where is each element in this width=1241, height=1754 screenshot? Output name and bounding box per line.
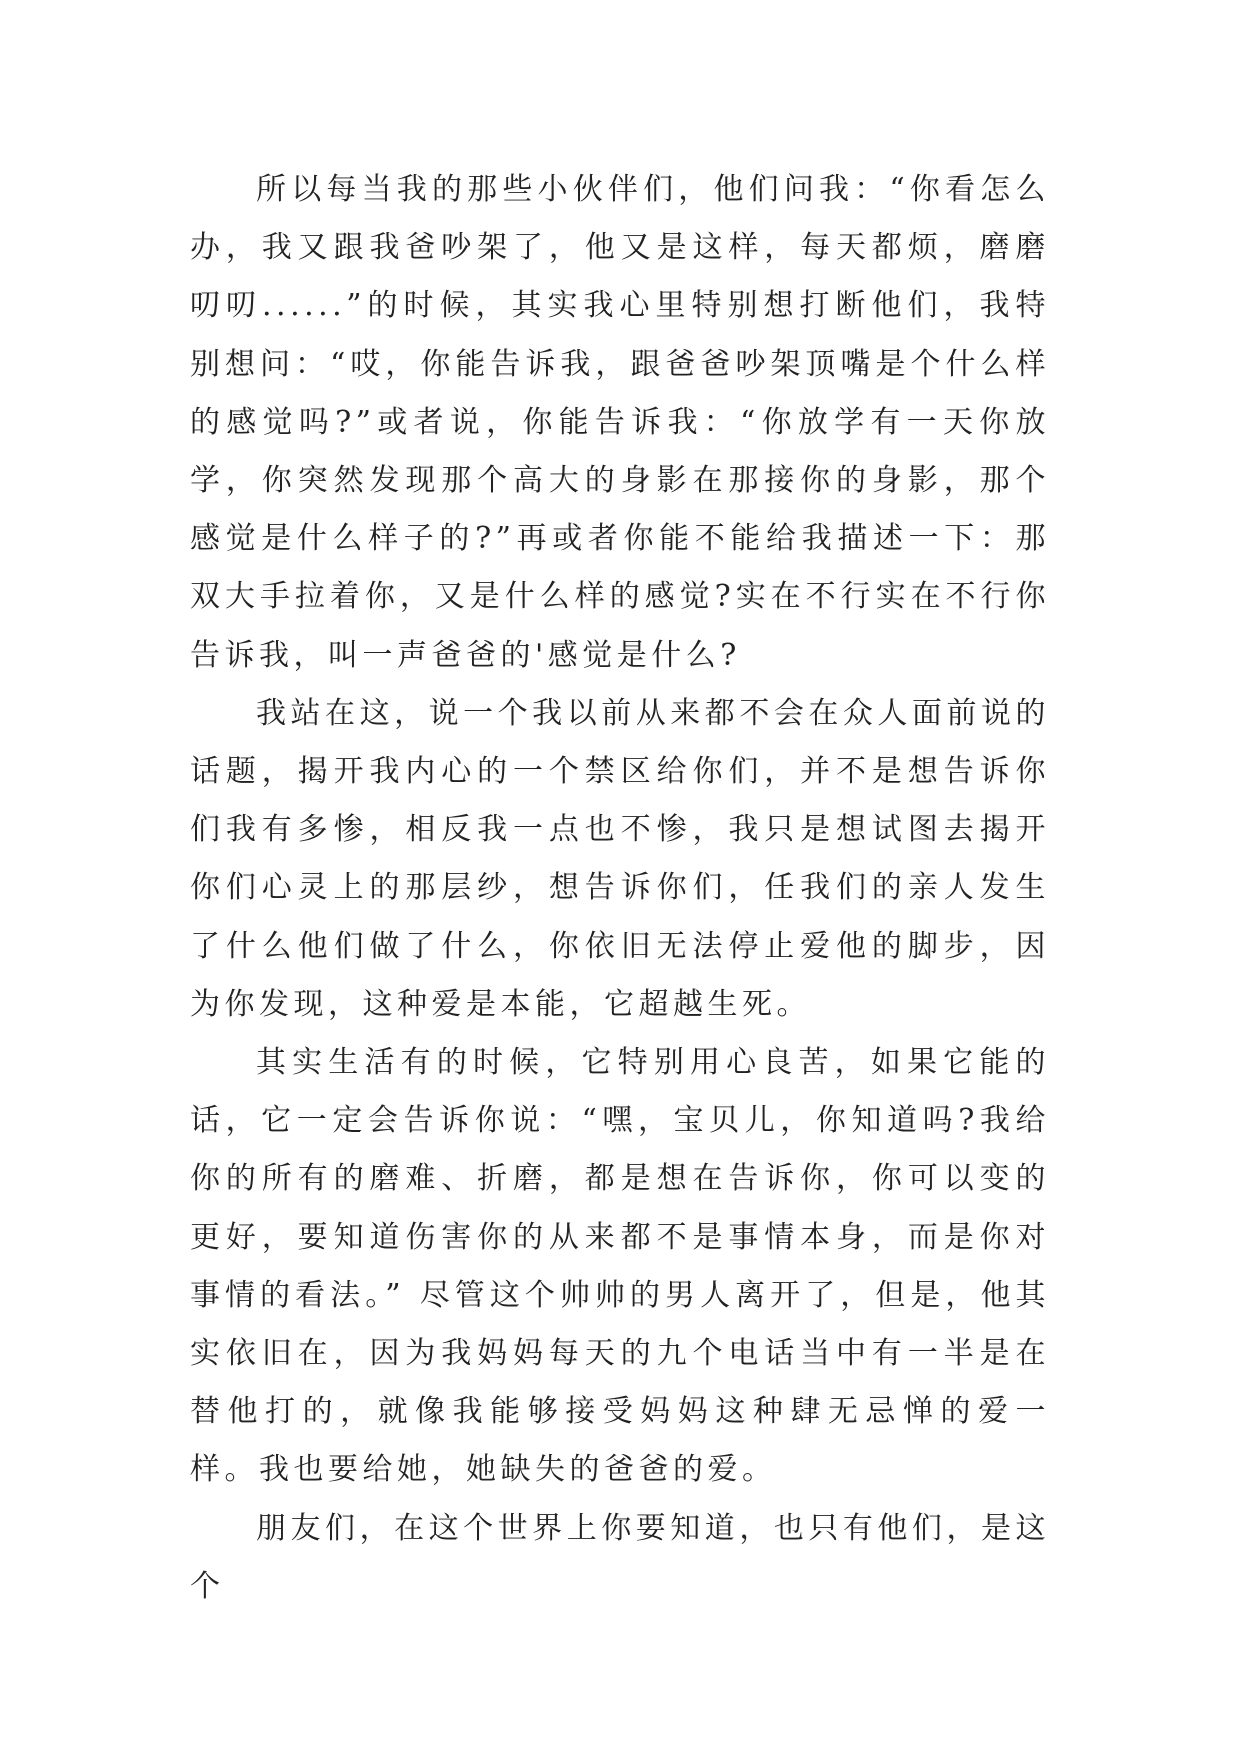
paragraph-4: 朋友们，在这个世界上你要知道，也只有他们，是这个	[190, 1510, 1050, 1604]
paragraph-3: 其实生活有的时候，它特别用心良苦，如果它能的话，它一定会告诉你说：“嘿，宝贝儿，你知道吗?我给你的所有的磨难、折磨，都是想在告诉你，你可以变的更好，要知道伤害你的从来都不是事情本身，而是你对事情的看法。” 尽管这个帅帅的男人离开了，但是，他其实依旧在，因为我妈妈每天的九个电话当中有一半是在替他打的，就像我能够接受妈妈这种肆无忌惮的爱一样。我也要给她，她缺失的爸爸的爱。	[190, 1045, 1050, 1488]
paragraph-1: 所以每当我的那些小伙伴们，他们问我：“你看怎么办，我又跟我爸吵架了，他又是这样，每天都烦，磨磨叨叨......”的时候，其实我心里特别想打断他们，我特别想问：“哎，你能告诉我，跟爸爸吵架顶嘴是个什么样的感觉吗?”或者说，你能告诉我：“你放学有一天你放学，你突然发现那个高大的身影在那接你的身影，那个感觉是什么样子的?”再或者你能不能给我描述一下：那双大手拉着你，又是什么样的感觉?实在不行实在不行你告诉我，叫一声爸爸的'感觉是什么?	[190, 172, 1050, 673]
paragraph-2: 我站在这，说一个我以前从来都不会在众人面前说的话题，揭开我内心的一个禁区给你们，并不是想告诉你们我有多惨，相反我一点也不惨，我只是想试图去揭开你们心灵上的那层纱，想告诉你们，任我们的亲人发生了什么他们做了什么，你依旧无法停止爱他的脚步，因为你发现，这种爱是本能，它超越生死。	[190, 695, 1050, 1022]
document-body	[190, 161, 1050, 1616]
